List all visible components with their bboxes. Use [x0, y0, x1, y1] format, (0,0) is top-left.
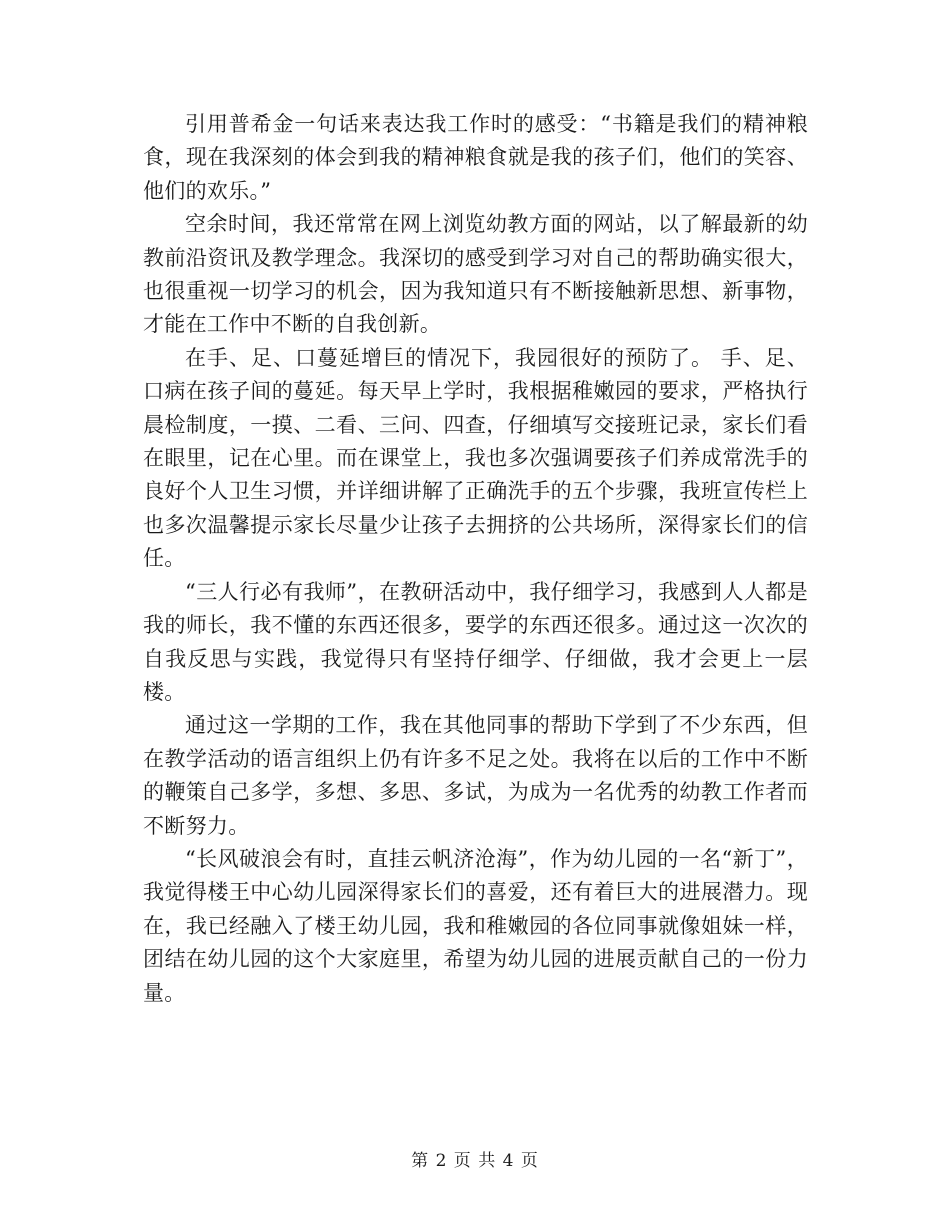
page-number-label: 第 2 页 共 4 页 — [411, 1151, 539, 1171]
paragraph: 引用普希金一句话来表达我工作时的感受：“书籍是我们的精神粮食，现在我深刻的体会到我的精神粮食就是我的孩子们，他们的笑容、他们的欢乐。” — [143, 112, 808, 203]
page-footer — [0, 1146, 950, 1171]
document-body — [143, 108, 808, 1010]
paragraph: “三人行必有我师”，在教研活动中，我仔细学习，我感到人人都是我的师长，我不懂的东西还很多，要学的东西还很多。通过这一次次的自我反思与实践，我觉得只有坚持仔细学、仔细做，我才会更上一层楼。 — [143, 579, 808, 704]
paragraph: “长风破浪会有时，直挂云帆济沧海”，作为幼儿园的一名“新丁”，我觉得楼王中心幼儿园深得家长们的喜爱，还有着巨大的进展潜力。现在，我已经融入了楼王幼儿园，我和稚嫩园的各位同事就像姐妹一样，团结在幼儿园的这个大家庭里，希望为幼儿园的进展贡献自己的一份力量。 — [143, 846, 808, 1005]
paragraph: 在手、足、口蔓延增巨的情况下，我园很好的预防了。 手、足、口病在孩子间的蔓延。每天早上学时，我根据稚嫩园的要求，严格执行晨检制度，一摸、二看、三问、四查，仔细填写交接班记录，家长们看在眼里，记在心里。而在课堂上，我也多次强调要孩子们养成常洗手的良好个人卫生习惯，并详细讲解了正确洗手的五个步骤，我班宣传栏上也多次温馨提示家长尽量少让孩子去拥挤的公共场所，深得家长们的信任。 — [143, 345, 808, 571]
paragraph: 空余时间，我还常常在网上浏览幼教方面的网站，以了解最新的幼教前沿资讯及教学理念。我深切的感受到学习对自己的帮助确实很大，也很重视一切学习的机会，因为我知道只有不断接触新思想、新事物，才能在工作中不断的自我创新。 — [143, 212, 808, 337]
paragraph: 通过这一学期的工作，我在其他同事的帮助下学到了不少东西，但在教学活动的语言组织上仍有许多不足之处。我将在以后的工作中不断的鞭策自己多学，多想、多思、多试，为成为一名优秀的幼教工作者而不断努力。 — [143, 713, 808, 838]
